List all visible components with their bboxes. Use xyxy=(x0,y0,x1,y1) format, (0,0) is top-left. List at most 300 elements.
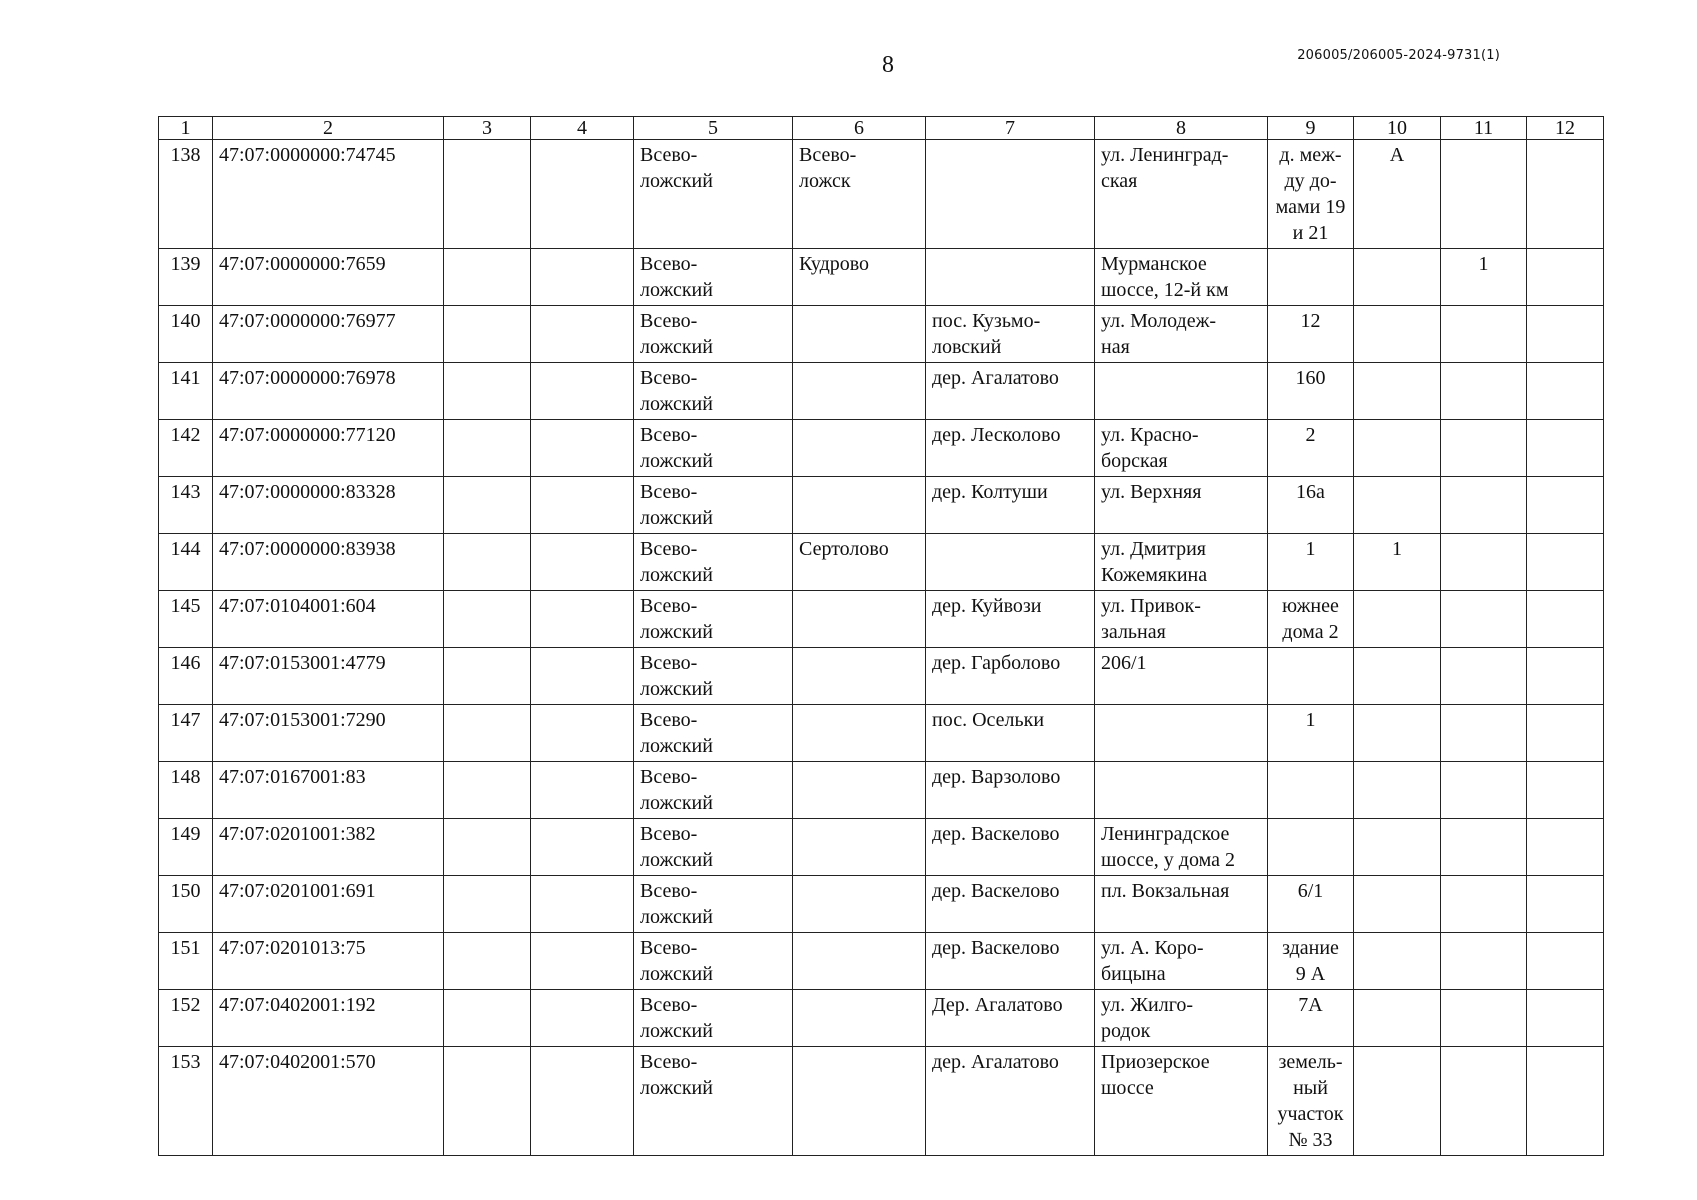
table-cell xyxy=(1268,591,1354,648)
table-cell xyxy=(1441,534,1527,591)
table-cell xyxy=(1354,534,1441,591)
cell-text: ул. Привок- зальная xyxy=(1101,595,1201,643)
cell-text: 47:07:0153001:4779 xyxy=(219,652,386,674)
column-header: 2 xyxy=(213,117,444,140)
table-cell xyxy=(1354,762,1441,819)
table-cell xyxy=(159,705,213,762)
table-cell xyxy=(634,933,793,990)
cell-text: 47:07:0000000:83938 xyxy=(219,538,396,560)
cell-text: Всево- ложский xyxy=(640,1051,713,1099)
column-header: 6 xyxy=(793,117,926,140)
table-cell xyxy=(926,140,1095,249)
cell-text: 145 xyxy=(170,595,201,617)
table-row xyxy=(159,762,1604,819)
table-cell xyxy=(1268,420,1354,477)
table-cell xyxy=(444,420,531,477)
cell-text: земель- ный участок № 33 xyxy=(1277,1051,1344,1151)
table-cell xyxy=(159,648,213,705)
table-cell xyxy=(159,420,213,477)
table-cell xyxy=(1527,876,1604,933)
table-cell xyxy=(213,990,444,1047)
table-cell xyxy=(793,591,926,648)
table-cell xyxy=(444,140,531,249)
cell-text: 143 xyxy=(170,481,201,503)
table-cell xyxy=(1441,876,1527,933)
table-cell xyxy=(531,762,634,819)
table-cell xyxy=(213,648,444,705)
table-cell xyxy=(213,819,444,876)
table-cell xyxy=(634,705,793,762)
table-cell xyxy=(926,876,1095,933)
table-cell xyxy=(1095,762,1268,819)
table-row xyxy=(159,477,1604,534)
table-cell xyxy=(159,140,213,249)
table-cell xyxy=(531,990,634,1047)
table-cell xyxy=(1441,1047,1527,1156)
table-cell xyxy=(926,477,1095,534)
table-cell xyxy=(1441,648,1527,705)
table-cell xyxy=(1268,762,1354,819)
cell-text: 153 xyxy=(170,1051,201,1073)
cell-text: 47:07:0402001:570 xyxy=(219,1051,376,1073)
table-cell xyxy=(793,477,926,534)
table-cell xyxy=(1095,420,1268,477)
table-row xyxy=(159,591,1604,648)
table-cell xyxy=(793,420,926,477)
table-cell xyxy=(1354,990,1441,1047)
cell-text: А xyxy=(1389,144,1405,166)
cell-text: 16а xyxy=(1296,481,1325,503)
cell-text: Всево- ложский xyxy=(640,823,713,871)
table-cell xyxy=(1354,249,1441,306)
cell-text: дер. Агалатово xyxy=(932,367,1059,389)
table-cell xyxy=(213,140,444,249)
table-cell xyxy=(926,990,1095,1047)
table-cell xyxy=(1527,1047,1604,1156)
table-cell xyxy=(159,363,213,420)
table-cell xyxy=(531,819,634,876)
table-cell xyxy=(926,591,1095,648)
column-header: 3 xyxy=(444,117,531,140)
cell-text: Всево- ложский xyxy=(640,766,713,814)
table-cell xyxy=(926,534,1095,591)
table-cell xyxy=(213,933,444,990)
cell-text: Всево- ложский xyxy=(640,709,713,757)
table-cell xyxy=(444,534,531,591)
table-cell xyxy=(1441,420,1527,477)
cell-text: 206/1 xyxy=(1101,652,1147,674)
cell-text: Всево- ложский xyxy=(640,367,713,415)
cell-text: 47:07:0201001:382 xyxy=(219,823,376,845)
cell-text: 146 xyxy=(170,652,201,674)
table-cell xyxy=(531,534,634,591)
cell-text: 144 xyxy=(170,538,201,560)
table-cell xyxy=(159,990,213,1047)
table-cell xyxy=(1354,648,1441,705)
cell-text: дер. Васкелово xyxy=(932,937,1060,959)
cell-text: 141 xyxy=(170,367,201,389)
cell-text: 1 xyxy=(1305,709,1316,731)
cell-text: 151 xyxy=(170,937,201,959)
cell-text: Всево- ложский xyxy=(640,538,713,586)
table-cell xyxy=(1441,477,1527,534)
cell-text: дер. Лесколово xyxy=(932,424,1061,446)
table-cell xyxy=(793,648,926,705)
table-cell xyxy=(1095,363,1268,420)
cell-text: Всево- ложский xyxy=(640,144,713,192)
table-row xyxy=(159,420,1604,477)
table-cell xyxy=(634,762,793,819)
table-cell xyxy=(793,705,926,762)
table-cell xyxy=(793,534,926,591)
table-cell xyxy=(1095,819,1268,876)
table-cell xyxy=(1527,306,1604,363)
table-cell xyxy=(213,363,444,420)
column-header: 8 xyxy=(1095,117,1268,140)
cell-text: 47:07:0000000:77120 xyxy=(219,424,396,446)
cell-text: 1 xyxy=(1392,538,1402,560)
table-cell xyxy=(926,705,1095,762)
table-cell xyxy=(213,876,444,933)
table-cell xyxy=(531,648,634,705)
cell-text: 47:07:0104001:604 xyxy=(219,595,376,617)
column-header-row xyxy=(159,117,1604,140)
cell-text: 47:07:0167001:83 xyxy=(219,766,366,788)
cell-text: ул. А. Коро- бицына xyxy=(1101,937,1204,985)
table-cell xyxy=(444,648,531,705)
table-row xyxy=(159,249,1604,306)
table-cell xyxy=(1441,363,1527,420)
cell-text: дер. Васкелово xyxy=(932,823,1060,845)
table-cell xyxy=(634,306,793,363)
table-cell xyxy=(1268,140,1354,249)
table-cell xyxy=(1527,648,1604,705)
table-cell xyxy=(1527,591,1604,648)
table-cell xyxy=(1354,705,1441,762)
table-cell xyxy=(634,363,793,420)
table-row xyxy=(159,534,1604,591)
table-cell xyxy=(159,762,213,819)
table-row xyxy=(159,819,1604,876)
table-cell xyxy=(634,140,793,249)
cell-text: 47:07:0000000:83328 xyxy=(219,481,396,503)
cell-text: Дер. Агалатово xyxy=(932,994,1063,1016)
cell-text: ул. Молодеж- ная xyxy=(1101,310,1217,358)
cell-text: 47:07:0000000:7659 xyxy=(219,253,386,275)
table-cell xyxy=(1441,249,1527,306)
table-cell xyxy=(531,249,634,306)
cell-text: 47:07:0201013:75 xyxy=(219,937,366,959)
cell-text: Всево- ложский xyxy=(640,253,713,301)
table-cell xyxy=(444,933,531,990)
cell-text: 12 xyxy=(1300,310,1321,332)
table-cell xyxy=(444,705,531,762)
table-cell xyxy=(1527,534,1604,591)
table-cell xyxy=(793,990,926,1047)
table-cell xyxy=(634,477,793,534)
cell-text: Всево- ложский xyxy=(640,994,713,1042)
table-cell xyxy=(1095,933,1268,990)
table-cell xyxy=(793,249,926,306)
table-cell xyxy=(159,876,213,933)
cell-text: здание 9 А xyxy=(1282,937,1339,985)
cell-text: ул. Жилго- родок xyxy=(1101,994,1194,1042)
table-cell xyxy=(793,819,926,876)
cell-text: Ленинградское шоссе, у дома 2 xyxy=(1101,823,1235,871)
table-cell xyxy=(926,420,1095,477)
cell-text: 138 xyxy=(170,144,201,166)
cell-text: 47:07:0000000:76978 xyxy=(219,367,396,389)
cell-text: Всево- ложский xyxy=(640,481,713,529)
table-cell xyxy=(634,876,793,933)
table-cell xyxy=(926,648,1095,705)
table-cell xyxy=(1268,534,1354,591)
cell-text: 142 xyxy=(170,424,201,446)
register-table xyxy=(158,116,1604,1156)
table-cell xyxy=(1354,591,1441,648)
cell-text: ул. Дмитрия Кожемякина xyxy=(1101,538,1208,586)
cell-text: Всево- ложский xyxy=(640,937,713,985)
column-header: 7 xyxy=(926,117,1095,140)
table-cell xyxy=(1354,363,1441,420)
cell-text: 148 xyxy=(170,766,201,788)
table-cell xyxy=(444,819,531,876)
cell-text: 147 xyxy=(170,709,201,731)
cell-text: дер. Колтуши xyxy=(932,481,1048,503)
table-cell xyxy=(1441,819,1527,876)
table-cell xyxy=(531,140,634,249)
cell-text: 47:07:0000000:74745 xyxy=(219,144,396,166)
cell-text: Всево- ложский xyxy=(640,880,713,928)
table-cell xyxy=(1268,648,1354,705)
cell-text: д. меж- ду до- мами 19 и 21 xyxy=(1275,144,1346,244)
table-cell xyxy=(1268,990,1354,1047)
cell-text: 6/1 xyxy=(1297,880,1324,902)
table-cell xyxy=(634,420,793,477)
table-cell xyxy=(1095,1047,1268,1156)
table-cell xyxy=(926,933,1095,990)
table-cell xyxy=(1527,249,1604,306)
table-cell xyxy=(634,819,793,876)
table-cell xyxy=(159,1047,213,1156)
table-cell xyxy=(1354,819,1441,876)
table-cell xyxy=(1354,876,1441,933)
cell-text: 150 xyxy=(170,880,201,902)
cell-text: ул. Красно- борская xyxy=(1101,424,1199,472)
cell-text: Сертолово xyxy=(799,538,889,560)
table-cell xyxy=(1441,705,1527,762)
table-cell xyxy=(1441,306,1527,363)
table-cell xyxy=(1095,306,1268,363)
table-cell xyxy=(1354,1047,1441,1156)
table-cell xyxy=(1354,306,1441,363)
table-cell xyxy=(213,1047,444,1156)
table-cell xyxy=(159,306,213,363)
cell-text: 152 xyxy=(170,994,201,1016)
table-cell xyxy=(1527,990,1604,1047)
table-cell xyxy=(1441,591,1527,648)
table-cell xyxy=(1441,990,1527,1047)
table-cell xyxy=(444,591,531,648)
table-cell xyxy=(1268,1047,1354,1156)
table-cell xyxy=(444,762,531,819)
cell-text: дер. Агалатово xyxy=(932,1051,1059,1073)
cell-text: Всево- ложский xyxy=(640,424,713,472)
cell-text: 139 xyxy=(170,253,201,275)
table-cell xyxy=(213,591,444,648)
table-cell xyxy=(634,990,793,1047)
cell-text: 140 xyxy=(170,310,201,332)
table-cell xyxy=(634,249,793,306)
table-cell xyxy=(1441,140,1527,249)
table-cell xyxy=(213,249,444,306)
table-cell xyxy=(213,306,444,363)
table-cell xyxy=(1095,876,1268,933)
cell-text: 47:07:0402001:192 xyxy=(219,994,376,1016)
cell-text: 2 xyxy=(1305,424,1316,446)
table-cell xyxy=(1095,477,1268,534)
table-cell xyxy=(213,705,444,762)
cell-text: 47:07:0153001:7290 xyxy=(219,709,386,731)
cell-text: Приозерское шоссе xyxy=(1101,1051,1210,1099)
table-cell xyxy=(1354,420,1441,477)
cell-text: 7А xyxy=(1298,994,1323,1016)
cell-text: Всево- ложский xyxy=(640,310,713,358)
column-header: 12 xyxy=(1527,117,1604,140)
table-cell xyxy=(213,477,444,534)
column-header: 10 xyxy=(1354,117,1441,140)
table-cell xyxy=(159,591,213,648)
table-cell xyxy=(531,591,634,648)
table-cell xyxy=(159,249,213,306)
table-cell xyxy=(1527,140,1604,249)
document-id: 206005/206005-2024-9731(1) xyxy=(1297,48,1500,63)
table-cell xyxy=(444,1047,531,1156)
table-cell xyxy=(1095,990,1268,1047)
table-cell xyxy=(444,363,531,420)
table-cell xyxy=(634,648,793,705)
cell-text: Мурманское шоссе, 12-й км xyxy=(1101,253,1229,301)
table-cell xyxy=(926,819,1095,876)
table-cell xyxy=(1268,249,1354,306)
table-cell xyxy=(1527,705,1604,762)
table-cell xyxy=(1354,477,1441,534)
table-cell xyxy=(531,420,634,477)
cell-text: Всево- ложский xyxy=(640,595,713,643)
table-cell xyxy=(793,363,926,420)
table-cell xyxy=(1527,762,1604,819)
table-cell xyxy=(444,990,531,1047)
cell-text: 149 xyxy=(170,823,201,845)
table-cell xyxy=(1527,420,1604,477)
cell-text: южнее дома 2 xyxy=(1282,595,1339,643)
table-cell xyxy=(634,534,793,591)
cell-text: пл. Вокзальная xyxy=(1101,880,1230,902)
table-cell xyxy=(793,933,926,990)
table-cell xyxy=(213,534,444,591)
table-cell xyxy=(531,477,634,534)
table-cell xyxy=(1354,140,1441,249)
table-cell xyxy=(1268,819,1354,876)
table-cell xyxy=(634,1047,793,1156)
table-cell xyxy=(159,819,213,876)
table-cell xyxy=(793,306,926,363)
cell-text: дер. Варзолово xyxy=(932,766,1061,788)
table-cell xyxy=(1095,705,1268,762)
table-cell xyxy=(1268,363,1354,420)
cell-text: Кудрово xyxy=(799,253,870,275)
table-cell xyxy=(531,705,634,762)
table-cell xyxy=(531,876,634,933)
table-row xyxy=(159,933,1604,990)
cell-text: дер. Васкелово xyxy=(932,880,1060,902)
table-cell xyxy=(926,363,1095,420)
table-row xyxy=(159,306,1604,363)
table-cell xyxy=(213,420,444,477)
table-cell xyxy=(159,477,213,534)
cell-text: 1 xyxy=(1478,253,1489,275)
table-row xyxy=(159,648,1604,705)
table-cell xyxy=(1268,477,1354,534)
column-header: 11 xyxy=(1441,117,1527,140)
table-cell xyxy=(1527,363,1604,420)
table-cell xyxy=(531,1047,634,1156)
table-cell xyxy=(1268,876,1354,933)
cell-text: 47:07:0000000:76977 xyxy=(219,310,396,332)
table-cell xyxy=(793,876,926,933)
page-number: 8 xyxy=(882,52,894,78)
table-cell xyxy=(926,249,1095,306)
table-row xyxy=(159,1047,1604,1156)
cell-text: пос. Кузьмо- ловский xyxy=(932,310,1041,358)
cell-text: дер. Куйвози xyxy=(932,595,1042,617)
table-cell xyxy=(1268,306,1354,363)
cell-text: дер. Гарболово xyxy=(932,652,1061,674)
table-cell xyxy=(926,762,1095,819)
table-cell xyxy=(531,933,634,990)
cell-text: Всево- ложск xyxy=(799,144,857,192)
cell-text: пос. Осельки xyxy=(932,709,1045,731)
table-cell xyxy=(213,762,444,819)
table-cell xyxy=(1527,933,1604,990)
table-cell xyxy=(531,363,634,420)
column-header: 5 xyxy=(634,117,793,140)
table-cell xyxy=(793,1047,926,1156)
table-cell xyxy=(634,591,793,648)
table-cell xyxy=(444,477,531,534)
table-cell xyxy=(793,140,926,249)
table-cell xyxy=(1441,933,1527,990)
table-cell xyxy=(444,876,531,933)
table-row xyxy=(159,990,1604,1047)
cell-text: ул. Верхняя xyxy=(1101,481,1202,503)
table-row xyxy=(159,140,1604,249)
table-cell xyxy=(1441,762,1527,819)
table-cell xyxy=(793,762,926,819)
table-cell xyxy=(1095,648,1268,705)
table-cell xyxy=(1268,933,1354,990)
table-cell xyxy=(1268,705,1354,762)
cell-text: 160 xyxy=(1295,367,1326,389)
table-cell xyxy=(926,1047,1095,1156)
table-cell xyxy=(159,534,213,591)
table-row xyxy=(159,363,1604,420)
table-body xyxy=(159,140,1604,1156)
table-cell xyxy=(444,249,531,306)
cell-text: ул. Ленинград- ская xyxy=(1101,144,1229,192)
table-cell xyxy=(531,306,634,363)
table-cell xyxy=(1095,591,1268,648)
